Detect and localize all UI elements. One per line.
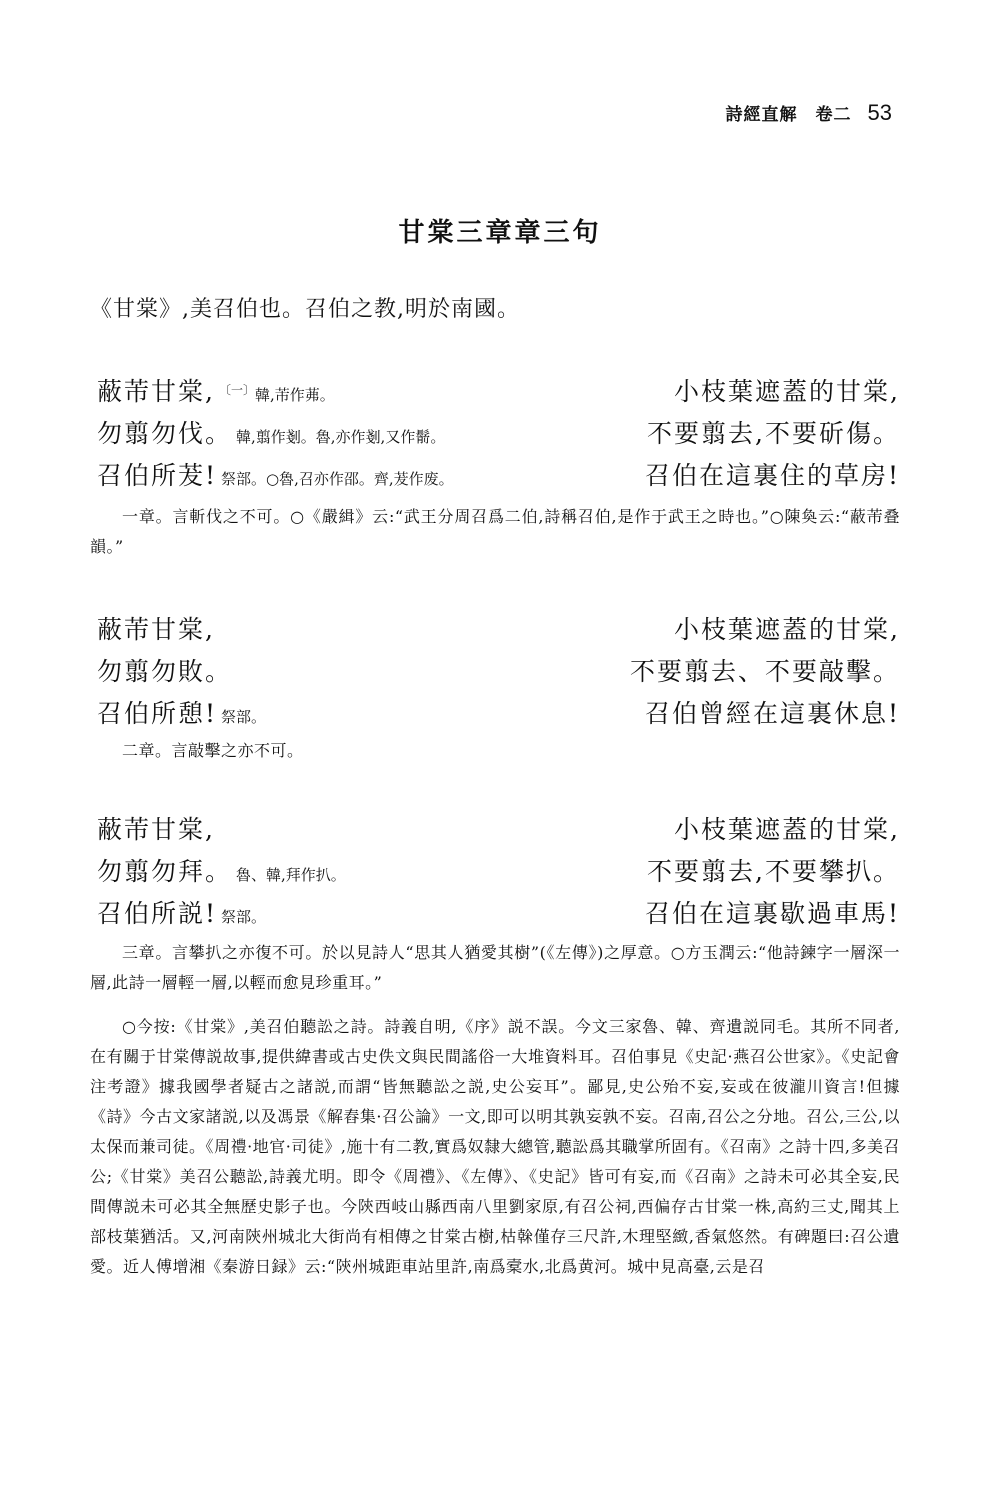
translation-text: 小枝葉遮蓋的甘棠,: [674, 377, 900, 406]
verse-note: 祭部。○魯,召亦作邵。齊,茇作废。: [221, 470, 454, 488]
verse-note: 魯、韓,拜作扒。: [236, 866, 346, 884]
verse-line: [97, 456, 900, 498]
verse-text: 蔽芾甘棠,: [97, 377, 215, 406]
verse-text: 召伯所憩!: [97, 699, 218, 728]
translation-text: 召伯在這裏住的草房!: [644, 461, 900, 490]
footnote-marker: 〔一〕: [218, 383, 255, 397]
verse-text: 勿翦勿伐。: [97, 419, 233, 448]
verse-line: [97, 810, 900, 852]
verse-text: 蔽芾甘棠,: [97, 815, 215, 844]
translation-text: 小枝葉遮蓋的甘棠,: [674, 815, 900, 844]
translation-text: 不要翦去,不要斫傷。: [647, 419, 900, 448]
page-number: 53: [867, 100, 892, 125]
poem-title: 甘棠三章章三句: [398, 218, 602, 248]
verse-line: [97, 694, 900, 736]
translation-text: 召伯在這裏歇過車馬!: [644, 899, 900, 928]
verse-text: 勿翦勿敗。: [97, 657, 233, 686]
translation-text: 召伯曾經在這裏休息!: [644, 699, 900, 728]
verse-line: [97, 610, 900, 652]
preface: 《甘棠》,美召伯也。召伯之教,明於南國。: [90, 297, 520, 322]
translation-text: 小枝葉遮蓋的甘棠,: [674, 615, 900, 644]
verse-line: [97, 652, 900, 694]
stanza-1: [97, 372, 900, 498]
running-title: 詩經直解 卷二: [725, 105, 852, 125]
page-header: [726, 100, 892, 126]
stanza-3: [97, 810, 900, 936]
translation-text: 不要翦去,不要攀扒。: [647, 857, 900, 886]
verse-line: [97, 894, 900, 936]
stanza-comment: 一章。言斬伐之不可。○《嚴緝》云:“武王分周召爲二伯,詩稱召伯,是作于武王之時也。”○陳奐云:“蔽芾叠韻。”: [90, 507, 900, 556]
stanza-2: [97, 610, 900, 736]
verse-note: 祭部。: [221, 908, 267, 926]
verse-line: [97, 414, 900, 456]
stanza-comment: 二章。言敲擊之亦不可。: [122, 741, 304, 760]
verse-note: 韓,翦作剗。魯,亦作剗,又作鬋。: [236, 428, 446, 446]
commentary-paragraph: ○今按:《甘棠》,美召伯聽訟之詩。詩義自明,《序》説不誤。今文三家魯、韓、齊遺説同毛。其所不同者,在有關于甘棠傳説故事,提供緯書或古史佚文與民間謠俗一大堆資料耳。召伯事見《史記·燕召公世家》。《史記會注考證》據我國學者疑古之諸説,而謂“皆無聽訟之説,史公妄耳”。鄙見,史公殆不妄,妄或在彼瀧川資言!但據《詩》今古文家諸説,以及馮景《解舂集·召公論》一文,即可以明其孰妄孰不妄。召南,召公之分地。召公,三公,以太保而兼司徒。《周禮·地官·司徒》,施十有二教,實爲奴隸大總管,聽訟爲其職掌所固有。《召南》之詩十四,多美召公;《甘棠》美召公聽訟,詩義尤明。即令《周禮》、《左傳》、《史記》皆可有妄,而《召南》之詩未可必其全妄,民間傳説未可必其全無歷史影子也。今陝西岐山縣西南八里劉家原,有召公祠,西偏存古甘棠一株,高約三丈,聞其上部枝葉猶活。又,河南陝州城北大街尚有相傳之甘棠古樹,枯榦僅存三尺許,木理堅緻,香氣悠然。有碑題曰:召公遺愛。近人傅增湘《秦游日録》云:“陝州城距車站里許,南爲槖水,北爲黄河。城中見高臺,云是召: [90, 1017, 900, 1276]
verse-text: 勿翦勿拜。: [97, 857, 233, 886]
verse-text: 蔽芾甘棠,: [97, 615, 215, 644]
verse-note: 韓,芾作茀。: [254, 386, 335, 404]
verse-note: 祭部。: [221, 708, 267, 726]
stanza-comment: 三章。言攀扒之亦復不可。於以見詩人“思其人猶愛其樹”(《左傳》)之厚意。○方玉潤云:“他詩鍊字一層深一層,此詩一層輕一層,以輕而愈見珍重耳。”: [90, 943, 900, 992]
verse-line: [97, 372, 900, 414]
verse-text: 召伯所説!: [97, 899, 218, 928]
verse-text: 召伯所茇!: [97, 461, 218, 490]
translation-text: 不要翦去、不要敲擊。: [629, 657, 900, 686]
verse-line: [97, 852, 900, 894]
